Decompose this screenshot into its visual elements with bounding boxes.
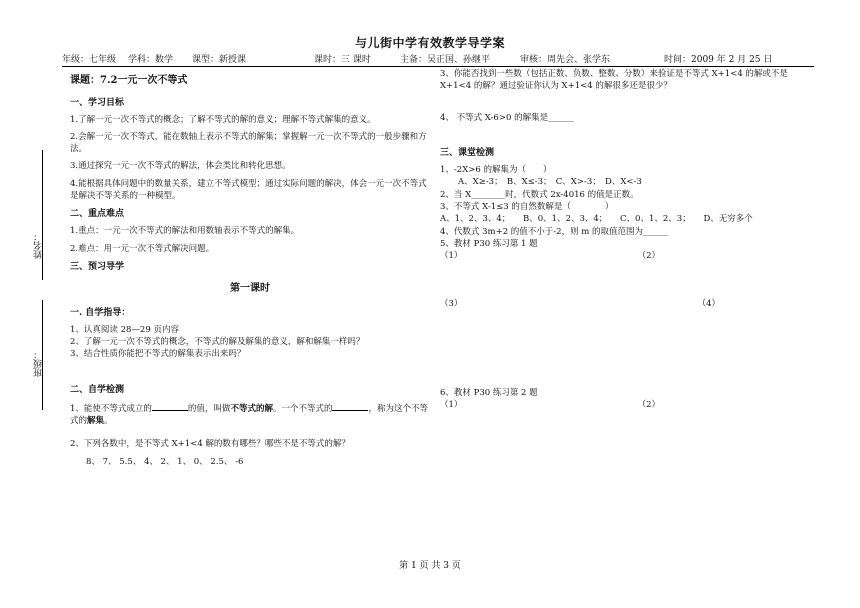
test-question-3-options: A、1、2、3、4； B、0、1、2、3、4； C、0、1、2、3； D、无穷多个 <box>440 214 753 225</box>
goal-item: 3.通过探究一元一次不等式的解法，体会类比和转化思想。 <box>70 161 291 172</box>
q5-part-2: （2） <box>637 251 660 262</box>
test-question-3: 3、不等式 X-1≤3 的自然数解是（ ） <box>440 201 614 212</box>
section-preview-heading: 三、预习导学 <box>70 262 125 273</box>
goal-item: 4.能根据具体问题中的数量关系，建立不等式模型；通过实际问题的解决，体会一元一次不等式是解决不等关系的一种模型。 <box>70 178 427 202</box>
meta-lesson-type: 课型：新授课 <box>192 55 247 65</box>
class-test-heading: 三、课堂检测 <box>440 147 495 158</box>
q6-part-2: （2） <box>637 400 660 411</box>
q1-part-d: ，称为这个不等式的 <box>70 403 428 426</box>
q6-parts-row <box>440 399 660 411</box>
test-question-5: 5、教材 P30 练习第 1 题 <box>440 238 538 249</box>
class-label: 班级： <box>34 350 44 377</box>
test-question-6: 6、教材 P30 练习第 2 题 <box>440 387 538 398</box>
q5-parts-row-2 <box>440 298 720 310</box>
lesson-title: 第一课时 <box>230 283 270 295</box>
q5-parts-row-1 <box>440 250 660 262</box>
meta-grade: 年级：七年级 <box>62 55 117 65</box>
test-question-1: 1、-2X>6 的解集为（ ） <box>440 164 552 175</box>
test-question-4: 4、代数式 3m+2 的值不小于-2，则 m 的取值范围为______ <box>440 226 669 237</box>
check-question-1 <box>70 401 430 428</box>
guide-heading: 一. 自学指导： <box>70 307 131 318</box>
q1-part-b: 的值，叫做 <box>187 403 231 414</box>
left-column <box>70 68 430 473</box>
section-key-heading: 二、重点难点 <box>70 209 125 220</box>
question-3: 3、你能否找到一些数（包括正数、负数、整数、分数）来验证是不等式 X+1<4 的解或不是 X+1<4 的解？通过验证你认为 X+1<4 的解很多还是很少？ <box>440 69 788 92</box>
goal-item: 2.会解一元一次不等式，能在数轴上表示不等式的解集；掌握解一元一次不等式的一般步骤和方法。 <box>70 131 427 155</box>
topic-heading: 课题：7.2一元一次不等式 <box>70 75 188 86</box>
binding-line-top <box>42 150 43 280</box>
name-label: 姓名： <box>34 232 44 259</box>
guide-item: 1、认真阅读 28—29 页内容 <box>70 324 179 335</box>
answer-blank[interactable] <box>332 401 368 411</box>
page-number: 第 1 页 共 3 页 <box>399 561 461 571</box>
binding-margin <box>30 150 50 430</box>
q1-part-e: 。 <box>104 415 113 426</box>
q1-term-solution-set: 解集 <box>87 415 105 426</box>
q1-term-solution: 不等式的解 <box>230 403 273 414</box>
q5-part-4: （4） <box>697 299 720 310</box>
check-question-2: 2、下列各数中，是不等式 X+1<4 解的数有哪些？哪些不是不等式的解？ <box>70 439 350 450</box>
q5-part-1: （1） <box>440 251 463 262</box>
meta-periods: 课时：三 课时 <box>314 55 371 65</box>
goal-item: 1.了解一元一次不等式的概念；了解不等式的解的意义；理解不等式解集的意义。 <box>70 114 376 125</box>
self-check-heading: 二、自学检测 <box>70 384 125 395</box>
key-point: 1.重点：一元一次不等式的解法和用数轴表示不等式的解集。 <box>70 226 300 237</box>
q5-part-3: （3） <box>440 299 463 310</box>
q1-part-c: 。一个不等式的 <box>272 403 333 414</box>
question-4: 4、 不等式 X-6>0 的解集是______ <box>440 112 574 123</box>
q6-part-1: （1） <box>440 400 463 411</box>
difficult-point: 2.难点：用一元一次不等式解决问题。 <box>70 243 215 254</box>
q1-part-a: 1、能使不等式成立的 <box>70 403 152 414</box>
meta-date: 时间：2009 年 2 月 25 日 <box>664 55 773 65</box>
meta-authors: 主备：吴正国、孙继平 <box>400 55 491 65</box>
test-question-2: 2、当 X________时，代数式 2x-4016 的值是正数。 <box>440 189 639 200</box>
document-title: 与儿街中学有效教学导学案 <box>354 36 505 50</box>
candidate-numbers: 8、 7、 5.5、 4、 2、 1、 0、 2.5、 -6 <box>86 456 244 467</box>
test-question-1-options: A、X≥-3； B、X≤-3； C、X>-3； D、X<-3 <box>458 177 642 188</box>
guide-item: 2、了解一元一次不等式的概念，不等式的解及解集的意义，解和解集一样吗？ <box>70 337 365 347</box>
section-goals-heading: 一、学习目标 <box>70 97 125 108</box>
header-meta-row <box>62 52 814 67</box>
answer-blank[interactable] <box>152 401 188 411</box>
meta-subject: 学科：数学 <box>128 55 174 65</box>
guide-item: 3、结合性质你能把不等式的解集表示出来吗？ <box>70 349 246 360</box>
right-column <box>440 68 810 411</box>
meta-reviewers: 审核：周先会、张学东 <box>520 55 611 65</box>
